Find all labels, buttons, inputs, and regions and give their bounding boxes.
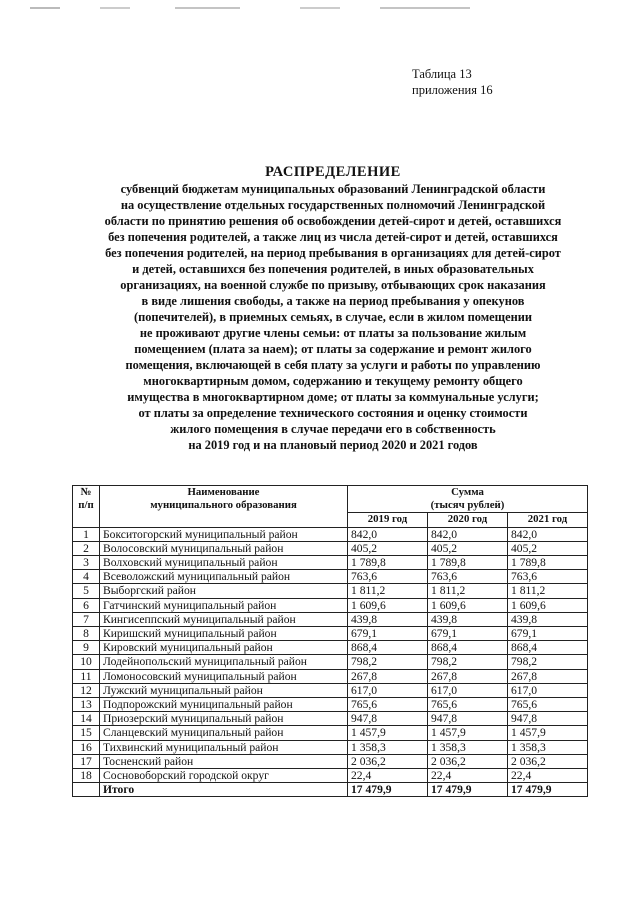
row-municipality: Кировский муниципальный район xyxy=(100,641,348,655)
description-line: без попечения родителей, на период пребывания в организациях для детей-сирот xyxy=(105,246,561,260)
row-number: 5 xyxy=(73,584,100,598)
row-value-2020: 842,0 xyxy=(428,527,508,541)
row-number: 6 xyxy=(73,598,100,612)
header-year-2020: 2020 год xyxy=(428,513,508,527)
header-sum-line1: Сумма xyxy=(451,486,484,498)
row-value-2021: 617,0 xyxy=(508,683,588,697)
row-value-2019: 798,2 xyxy=(348,655,428,669)
header-number-line2: п/п xyxy=(78,499,94,512)
row-municipality: Приозерский муниципальный район xyxy=(100,712,348,726)
row-value-2020: 679,1 xyxy=(428,627,508,641)
row-value-2020: 617,0 xyxy=(428,683,508,697)
row-municipality: Выборгский район xyxy=(100,584,348,598)
table-row xyxy=(73,598,588,612)
row-value-2020: 405,2 xyxy=(428,541,508,555)
row-value-2020: 1 789,8 xyxy=(428,556,508,570)
row-value-2019: 1 811,2 xyxy=(348,584,428,598)
header-year-2019: 2019 год xyxy=(348,513,428,527)
row-value-2021: 842,0 xyxy=(508,527,588,541)
row-value-2021: 798,2 xyxy=(508,655,588,669)
header-sum xyxy=(348,486,588,513)
row-municipality: Тихвинский муниципальный район xyxy=(100,740,348,754)
row-municipality: Тосненский район xyxy=(100,754,348,768)
total-label: Итого xyxy=(100,783,348,797)
description-line: в виде лишения свободы, а также на период пребывания у опекунов xyxy=(141,294,525,308)
row-number: 8 xyxy=(73,627,100,641)
header-year-2021: 2021 год xyxy=(508,513,588,527)
row-value-2021: 679,1 xyxy=(508,627,588,641)
row-municipality: Всеволожский муниципальный район xyxy=(100,570,348,584)
description-line: многоквартирным домом, содержанию и текущему ремонту общего xyxy=(143,374,523,388)
description-line: и детей, оставшихся без попечения родителей, в иных образовательных xyxy=(132,262,534,276)
header-municipality-line1: Наименование xyxy=(187,486,260,498)
row-value-2020: 1 811,2 xyxy=(428,584,508,598)
table-row xyxy=(73,627,588,641)
table-row xyxy=(73,584,588,598)
row-value-2019: 1 789,8 xyxy=(348,556,428,570)
row-value-2019: 2 036,2 xyxy=(348,754,428,768)
row-value-2020: 1 358,3 xyxy=(428,740,508,754)
row-number: 10 xyxy=(73,655,100,669)
row-municipality: Бокситогорский муниципальный район xyxy=(100,527,348,541)
description-line: без попечения родителей, а также лиц из числа детей-сирот и детей, оставшихся xyxy=(108,230,558,244)
row-number: 3 xyxy=(73,556,100,570)
row-municipality: Волховский муниципальный район xyxy=(100,556,348,570)
table-row xyxy=(73,712,588,726)
row-municipality: Кингисеппский муниципальный район xyxy=(100,612,348,626)
description-line: субвенций бюджетам муниципальных образований Ленинградской области xyxy=(120,182,546,196)
description-line: области по принятию решения об освобождении детей-сирот и детей, оставшихся xyxy=(104,214,562,228)
row-municipality: Ломоносовский муниципальный район xyxy=(100,669,348,683)
row-value-2021: 947,8 xyxy=(508,712,588,726)
table-row xyxy=(73,570,588,584)
row-municipality: Гатчинский муниципальный район xyxy=(100,598,348,612)
description-line: помещения, включающей в себя плату за услуги и работы по управлению xyxy=(125,358,541,372)
row-value-2020: 763,6 xyxy=(428,570,508,584)
table-row xyxy=(73,541,588,555)
row-value-2021: 267,8 xyxy=(508,669,588,683)
row-municipality: Волосовский муниципальный район xyxy=(100,541,348,555)
appendix-annex-number: приложения 16 xyxy=(412,83,493,97)
row-value-2021: 1 789,8 xyxy=(508,556,588,570)
total-value-2020: 17 479,9 xyxy=(428,783,508,797)
total-value-2019: 17 479,9 xyxy=(348,783,428,797)
row-value-2020: 1 609,6 xyxy=(428,598,508,612)
appendix-reference xyxy=(412,66,493,98)
description-line: жилого помещения в случае передачи его в собственность xyxy=(170,422,496,436)
total-row xyxy=(73,783,588,797)
row-value-2019: 22,4 xyxy=(348,769,428,783)
row-value-2020: 2 036,2 xyxy=(428,754,508,768)
row-value-2019: 763,6 xyxy=(348,570,428,584)
row-number: 18 xyxy=(73,769,100,783)
total-number xyxy=(73,783,100,797)
row-value-2019: 617,0 xyxy=(348,683,428,697)
row-municipality: Лужский муниципальный район xyxy=(100,683,348,697)
row-value-2021: 439,8 xyxy=(508,612,588,626)
header-municipality-line2: муниципального образования xyxy=(150,499,297,512)
table-row xyxy=(73,683,588,697)
row-value-2020: 22,4 xyxy=(428,769,508,783)
description-line: на 2019 год и на плановый период 2020 и 2021 годов xyxy=(188,438,478,452)
row-value-2019: 267,8 xyxy=(348,669,428,683)
row-value-2019: 1 358,3 xyxy=(348,740,428,754)
row-number: 1 xyxy=(73,527,100,541)
table-row xyxy=(73,556,588,570)
table-row xyxy=(73,698,588,712)
header-municipality xyxy=(100,486,348,528)
row-value-2020: 267,8 xyxy=(428,669,508,683)
description-line: (попечителей), в приемных семьях, в случае, если в жилом помещении xyxy=(133,310,533,324)
header-number xyxy=(73,486,100,528)
row-municipality: Лодейнопольский муниципальный район xyxy=(100,655,348,669)
header-sum-line2: (тысяч рублей) xyxy=(430,499,505,512)
row-value-2019: 1 457,9 xyxy=(348,726,428,740)
table-row xyxy=(73,726,588,740)
row-number: 4 xyxy=(73,570,100,584)
row-value-2020: 947,8 xyxy=(428,712,508,726)
row-value-2021: 2 036,2 xyxy=(508,754,588,768)
row-value-2020: 439,8 xyxy=(428,612,508,626)
row-number: 9 xyxy=(73,641,100,655)
row-number: 17 xyxy=(73,754,100,768)
row-value-2020: 868,4 xyxy=(428,641,508,655)
row-value-2021: 868,4 xyxy=(508,641,588,655)
row-value-2019: 947,8 xyxy=(348,712,428,726)
document-title-block xyxy=(70,163,596,453)
table-row xyxy=(73,740,588,754)
table-body xyxy=(73,527,588,797)
row-value-2019: 765,6 xyxy=(348,698,428,712)
row-value-2021: 1 457,9 xyxy=(508,726,588,740)
row-municipality: Подпорожский муниципальный район xyxy=(100,698,348,712)
table-row xyxy=(73,769,588,783)
row-number: 7 xyxy=(73,612,100,626)
row-value-2019: 405,2 xyxy=(348,541,428,555)
description-line: помещением (плата за наем); от платы за содержание и ремонт жилого xyxy=(134,342,532,356)
row-value-2019: 1 609,6 xyxy=(348,598,428,612)
row-value-2020: 798,2 xyxy=(428,655,508,669)
row-number: 16 xyxy=(73,740,100,754)
row-value-2019: 679,1 xyxy=(348,627,428,641)
row-value-2021: 405,2 xyxy=(508,541,588,555)
description-line: не проживают другие члены семьи: от платы за пользование жилым xyxy=(139,326,527,340)
scan-artifact-marks xyxy=(0,6,640,10)
description-line: на осуществление отдельных государственных полномочий Ленинградской xyxy=(120,198,546,212)
table-row xyxy=(73,527,588,541)
row-value-2020: 765,6 xyxy=(428,698,508,712)
row-number: 11 xyxy=(73,669,100,683)
row-number: 13 xyxy=(73,698,100,712)
row-value-2021: 22,4 xyxy=(508,769,588,783)
document-title: РАСПРЕДЕЛЕНИЕ xyxy=(265,164,401,180)
table-row xyxy=(73,612,588,626)
row-value-2021: 1 609,6 xyxy=(508,598,588,612)
description-line: организациях, на военной службе по призыву, отбывающих срок наказания xyxy=(120,278,546,292)
table-row xyxy=(73,641,588,655)
row-number: 14 xyxy=(73,712,100,726)
row-number: 15 xyxy=(73,726,100,740)
document-description xyxy=(70,181,596,453)
row-municipality: Киришский муниципальный район xyxy=(100,627,348,641)
table-row xyxy=(73,754,588,768)
total-value-2021: 17 479,9 xyxy=(508,783,588,797)
row-value-2019: 842,0 xyxy=(348,527,428,541)
subvention-distribution-table xyxy=(72,485,588,797)
table-row xyxy=(73,669,588,683)
description-line: имущества в многоквартирном доме; от платы за коммунальные услуги; xyxy=(127,390,539,404)
row-value-2021: 765,6 xyxy=(508,698,588,712)
header-number-line1: № xyxy=(80,486,92,498)
row-value-2021: 763,6 xyxy=(508,570,588,584)
row-value-2021: 1 358,3 xyxy=(508,740,588,754)
description-line: от платы за определение технического состояния и оценку стоимости xyxy=(138,406,528,420)
row-value-2019: 439,8 xyxy=(348,612,428,626)
appendix-table-number: Таблица 13 xyxy=(412,67,472,81)
row-number: 12 xyxy=(73,683,100,697)
row-value-2021: 1 811,2 xyxy=(508,584,588,598)
row-value-2020: 1 457,9 xyxy=(428,726,508,740)
table-row xyxy=(73,655,588,669)
row-value-2019: 868,4 xyxy=(348,641,428,655)
row-number: 2 xyxy=(73,541,100,555)
row-municipality: Сланцевский муниципальный район xyxy=(100,726,348,740)
row-municipality: Сосновоборский городской округ xyxy=(100,769,348,783)
